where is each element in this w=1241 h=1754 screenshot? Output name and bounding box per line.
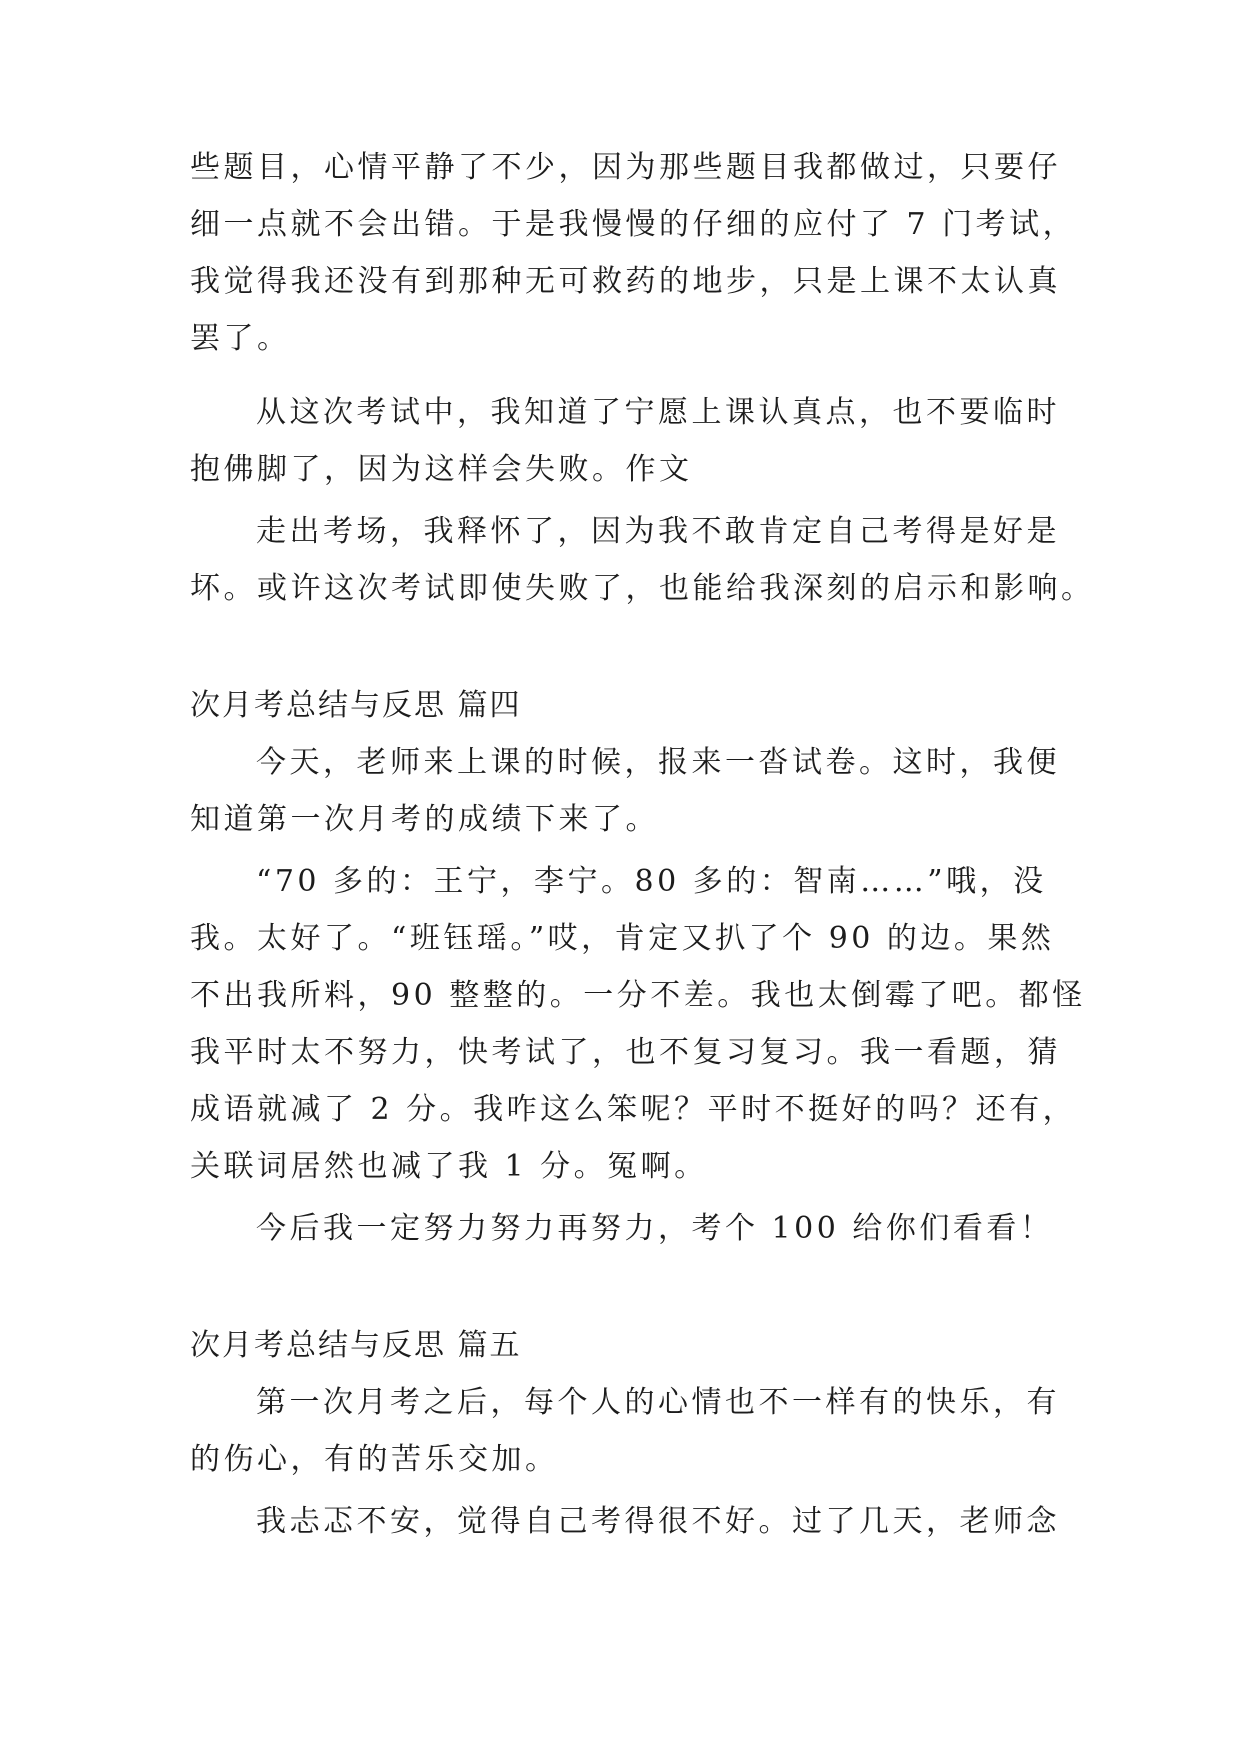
paragraph-line: 我。太好了。“班钰瑶。”哎，肯定又扒了个 90 的边。果然 xyxy=(190,921,1055,956)
section-heading: 次月考总结与反思 篇五 xyxy=(190,1328,522,1363)
paragraph-line: 从这次考试中，我知道了宁愿上课认真点，也不要临时 xyxy=(256,395,1060,430)
paragraph-line: 的伤心，有的苦乐交加。 xyxy=(190,1442,559,1477)
paragraph-line: 些题目，心情平静了不少，因为那些题目我都做过，只要仔 xyxy=(190,150,1061,185)
paragraph-line: 今后我一定努力努力再努力，考个 100 给你们看看！ xyxy=(256,1211,1054,1246)
paragraph-line: 我忐忑不安，觉得自己考得很不好。过了几天，老师念 xyxy=(256,1504,1060,1539)
paragraph-line: 走出考场，我释怀了，因为我不敢肯定自己考得是好是 xyxy=(256,514,1060,549)
paragraph-line: 不出我所料，90 整整的。一分不差。我也太倒霉了吧。都怪 xyxy=(190,978,1086,1013)
paragraph-line: 第一次月考之后，每个人的心情也不一样有的快乐，有 xyxy=(256,1385,1060,1420)
paragraph-line: 今天，老师来上课的时候，报来一沓试卷。这时，我便 xyxy=(256,745,1060,780)
paragraph-line: 罢了。 xyxy=(190,321,291,356)
paragraph-line: 坏。或许这次考试即使失败了，也能给我深刻的启示和影响。 xyxy=(190,571,1095,606)
paragraph-line: 抱佛脚了，因为这样会失败。作文 xyxy=(190,452,693,487)
paragraph-line: “70 多的：王宁，李宁。80 多的：智南……”哦，没 xyxy=(256,864,1047,899)
paragraph-line: 知道第一次月考的成绩下来了。 xyxy=(190,802,659,837)
paragraph-line: 细一点就不会出错。于是我慢慢的仔细的应付了 7 门考试， xyxy=(190,207,1077,242)
paragraph-line: 我平时太不努力，快考试了，也不复习复习。我一看题，猜 xyxy=(190,1035,1061,1070)
section-heading: 次月考总结与反思 篇四 xyxy=(190,688,522,723)
paragraph-line: 关联词居然也减了我 1 分。冤啊。 xyxy=(190,1149,708,1184)
paragraph-line: 成语就减了 2 分。我咋这么笨呢？平时不挺好的吗？还有， xyxy=(190,1092,1077,1127)
paragraph-line: 我觉得我还没有到那种无可救药的地步，只是上课不太认真 xyxy=(190,264,1061,299)
